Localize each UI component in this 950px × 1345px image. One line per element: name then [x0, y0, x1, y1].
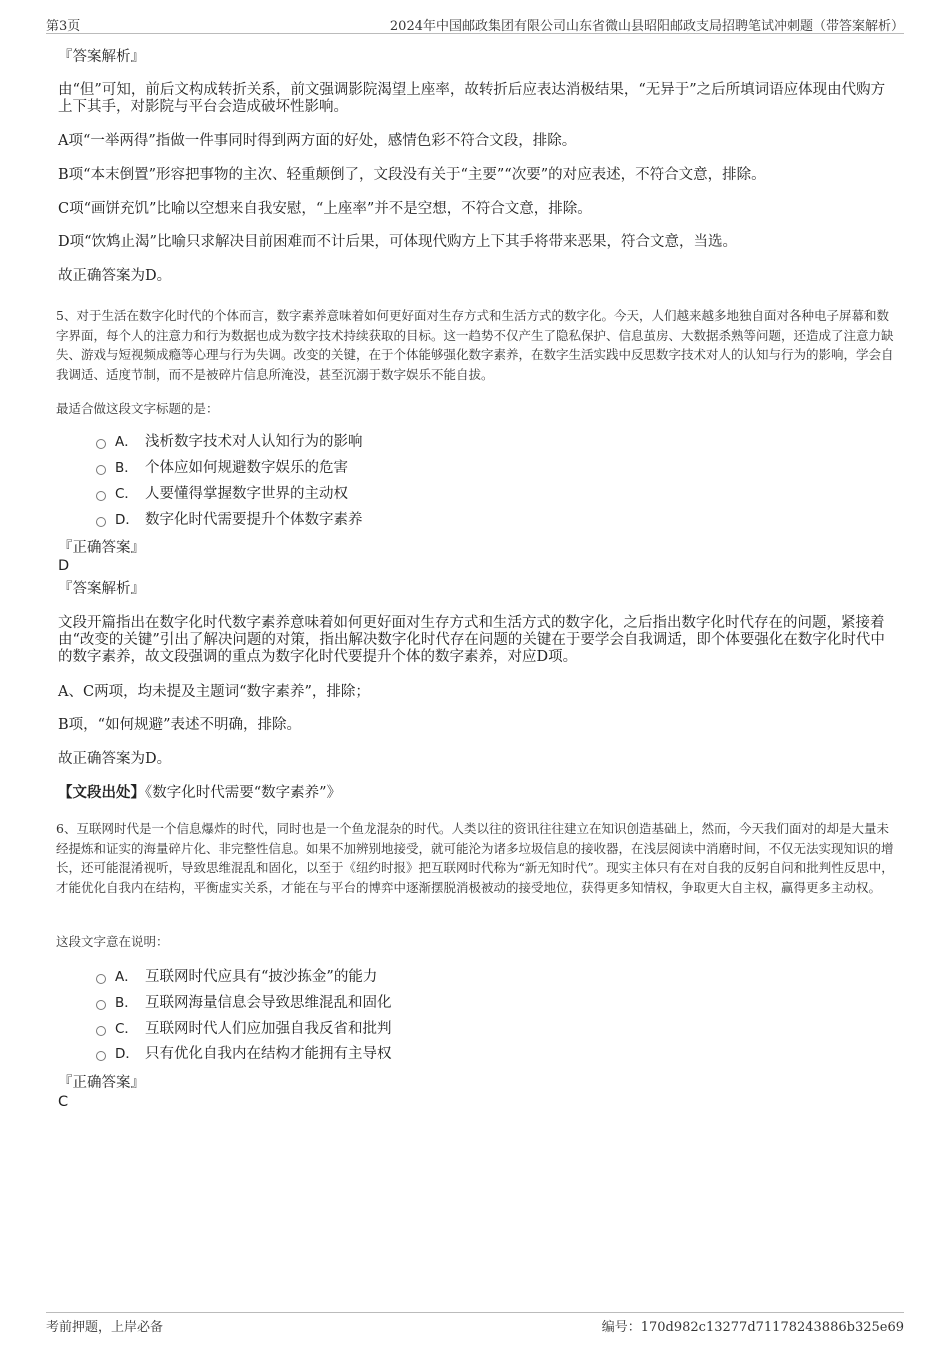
q6-stem: 6、互联网时代是一个信息爆炸的时代，同时也是一个鱼龙混杂的时代。人类以往的资讯往往建立在知识创造基础上，然而，今天我们面对的却是大量未经提炼和证实的海量碎片化、非完整性信息。如果不加辨别地接受，就可能沦为诸多垃圾信息的接收器，在浅层阅读中消磨时间，不仅无法实现知识的增长，还可能混淆视听，导致思维混乱和固化，以至于《纽约时报》把互联网时代称为“新无知时代”。现实主体只有在对自我的反躬自问和批判性反思中，才能优化自我内在结构，平衡虚实关系，才能在与平台的博弈中逐渐摆脱消极被动的接受地位，获得更多知情权，争取更大自主权，赢得更多主动权。 — [56, 821, 894, 895]
q5-answer-label: 『正确答案』 — [58, 540, 145, 556]
option-letter: A． — [115, 969, 138, 985]
option-letter: B． — [115, 460, 138, 476]
q5-source — [58, 784, 894, 802]
option-text: 个体应如何规避数字娱乐的危害 — [145, 460, 348, 476]
q6-option-b[interactable] — [96, 994, 392, 1012]
q4-conclusion: 故正确答案为D。 — [58, 268, 172, 284]
option-letter: C． — [115, 1021, 138, 1037]
page-header — [46, 14, 904, 34]
radio-icon[interactable] — [96, 1026, 106, 1036]
q6-option-c[interactable] — [96, 1020, 392, 1038]
q5-conclusion: 故正确答案为D。 — [58, 751, 172, 767]
option-text: 互联网海量信息会导致思维混乱和固化 — [145, 995, 392, 1011]
option-text: 只有优化自我内在结构才能拥有主导权 — [145, 1046, 392, 1062]
q4-analysis-option-d: D项“饮鸩止渴”比喻只求解决目前困难而不计后果，可体现代购方上下其手将带来恶果，符合文意，当选。 — [58, 234, 737, 250]
option-letter: B． — [115, 995, 138, 1011]
radio-icon[interactable] — [96, 491, 106, 501]
q5-source-text: 《数字化时代需要“数字素养”》 — [145, 785, 342, 801]
q5-analysis-label: 『答案解析』 — [58, 581, 145, 597]
q6-question: 这段文字意在说明： — [56, 934, 169, 949]
page-number: 第3页 — [46, 19, 81, 34]
q4-analysis-option-c: C项“画饼充饥”比喻以空想来自我安慰，“上座率”并不是空想，不符合文意，排除。 — [58, 201, 592, 217]
q5-question: 最适合做这段文字标题的是： — [56, 401, 219, 416]
radio-icon[interactable] — [96, 517, 106, 527]
q6-option-a[interactable] — [96, 968, 377, 986]
option-text: 互联网时代人们应加强自我反省和批判 — [145, 1021, 392, 1037]
q5-stem: 5、对于生活在数字化时代的个体而言，数字素养意味着如何更好面对生存方式和生活方式的数字化。今天，人们越来越多地独自面对各种电子屏幕和数字界面，每个人的注意力和行为数据也成为数字技术持续获取的目标。这一趋势不仅产生了隐私保护、信息茧房、大数据杀熟等问题，还造成了注意力缺失、游戏与短视频成瘾等心理与行为失调。改变的关键，在于个体能够强化数字素养，在数字生活实践中反思数字技术对人的认知与行为的影响，学会自我调适、适度节制，而不是被碎片信息所淹没，甚至沉溺于数字娱乐不能自拔。 — [56, 308, 894, 382]
option-letter: C． — [115, 486, 138, 502]
option-letter: D． — [115, 1046, 139, 1062]
option-letter: D． — [115, 512, 139, 528]
q5-analysis-options-ac: A、C两项，均未提及主题词“数字素养”，排除； — [58, 684, 370, 700]
option-text: 互联网时代应具有“披沙拣金”的能力 — [145, 969, 378, 985]
option-text: 人要懂得掌握数字世界的主动权 — [145, 486, 348, 502]
option-text: 浅析数字技术对人认知行为的影响 — [145, 434, 363, 450]
radio-icon[interactable] — [96, 439, 106, 449]
q5-source-label: 【文段出处】 — [58, 784, 145, 801]
q4-analysis-label: 『答案解析』 — [58, 49, 145, 65]
q5-analysis-option-b: B项，“如何规避”表述不明确，排除。 — [58, 717, 301, 733]
footer-slogan: 考前押题，上岸必备 — [46, 1320, 164, 1335]
q4-analysis-paragraph: 由“但”可知，前后文构成转折关系，前文强调影院渴望上座率，故转折后应表达消极结果，“无异于”之后所填词语应体现由代购方上下其手，对影院与平台会造成破坏性影响。 — [58, 82, 886, 115]
option-letter: A． — [115, 434, 138, 450]
q6-option-d[interactable] — [96, 1045, 392, 1063]
page-footer — [46, 1312, 904, 1335]
q5-answer: D — [58, 558, 70, 574]
q6-answer: C — [58, 1094, 69, 1110]
q4-analysis-option-b: B项“本末倒置”形容把事物的主次、轻重颠倒了，文段没有关于“主要”“次要”的对应表述，不符合文意，排除。 — [58, 167, 766, 183]
radio-icon[interactable] — [96, 1051, 106, 1061]
option-text: 数字化时代需要提升个体数字素养 — [145, 512, 363, 528]
q5-option-d[interactable] — [96, 511, 363, 529]
document-title: 2024年中国邮政集团有限公司山东省微山县昭阳邮政支局招聘笔试冲刺题（带答案解析） — [389, 19, 904, 34]
radio-icon[interactable] — [96, 974, 106, 984]
q5-option-a[interactable] — [96, 433, 363, 451]
radio-icon[interactable] — [96, 465, 106, 475]
q6-answer-label: 『正确答案』 — [58, 1075, 145, 1091]
radio-icon[interactable] — [96, 1000, 106, 1010]
q5-option-c[interactable] — [96, 485, 348, 503]
document-id: 编号：170d982c13277d71178243886b325e69 — [601, 1320, 904, 1335]
q5-analysis-paragraph: 文段开篇指出在数字化时代数字素养意味着如何更好面对生存方式和生活方式的数字化，之后指出数字化时代存在的问题，紧接着由“改变的关键”引出了解决问题的对策，指出解决数字化时代存在问题的关键在于要学会自我调适，即个体要强化在数字化时代中的数字素养，故文段强调的重点为数字化时代要提升个体的数字素养，对应D项。 — [58, 615, 885, 665]
q4-analysis-option-a: A项“一举两得”指做一件事同时得到两方面的好处，感情色彩不符合文段，排除。 — [58, 133, 577, 149]
q5-option-b[interactable] — [96, 459, 348, 477]
